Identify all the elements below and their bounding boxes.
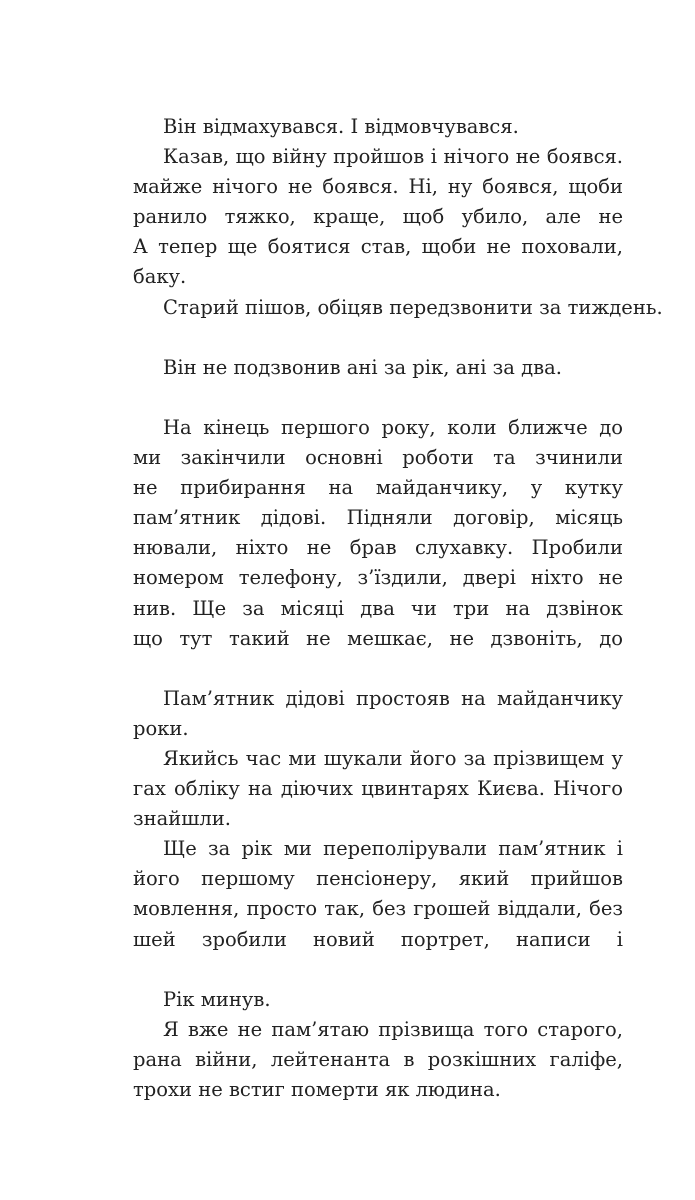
text-line: що тут такий не мешкає, не дзвоніть, до (133, 626, 623, 650)
text-line: нив. Ще за місяці два чи три на дзвінок (133, 596, 623, 620)
text-line: роки. (133, 716, 189, 740)
body-text (133, 112, 663, 1105)
text-line: Рік минув. (163, 987, 271, 1011)
text-line: не прибирання на майданчику, у кутку (133, 476, 623, 500)
text-line: ранило тяжко, краще, щоб убило, але не (133, 205, 623, 229)
text-line: номером телефону, з’їздили, двері ніхто не (133, 566, 623, 590)
text-line: На кінець першого року, коли ближче до (163, 415, 623, 439)
text-line: Він не подзвонив ані за рік, ані за два. (163, 355, 562, 379)
text-line: гах обліку на діючих цвинтарях Києва. Нічого (133, 777, 623, 801)
blank-line (133, 323, 623, 353)
text-line: Якийсь час ми шукали його за прізвищем у (163, 746, 623, 770)
text-line: Старий пішов, обіцяв передзвонити за тиждень. (163, 295, 663, 319)
text-line: рана війни, лейтенанта в розкішних галіфе, (133, 1047, 623, 1071)
text-line: А тепер ще боятися став, щоби не поховали, (133, 235, 623, 259)
blank-line (133, 955, 623, 985)
text-line: баку. (133, 265, 187, 289)
blank-line (133, 654, 623, 684)
blank-line (133, 383, 623, 413)
text-line: мовлення, просто так, без грошей віддали, без (133, 897, 623, 921)
text-line: Він відмахувався. І відмовчувався. (163, 115, 519, 138)
text-line: ми закінчили основні роботи та зчинили (133, 446, 623, 470)
text-line: Казав, що війну пройшов і нічого не боявся. (163, 145, 623, 169)
text-line: нювали, ніхто не брав слухавку. Пробили (133, 536, 623, 560)
text-line: Пам’ятник дідові простояв на майданчику (163, 686, 623, 710)
text-line: шей зробили новий портрет, написи і (133, 927, 623, 951)
text-line: майже нічого не боявся. Ні, ну боявся, щоби (133, 175, 623, 199)
text-line: Ще за рік ми переполірували пам’ятник і (163, 837, 623, 861)
text-line: пам’ятник дідові. Підняли договір, місяць (133, 506, 623, 530)
text-line: знайшли. (133, 807, 231, 831)
text-line: трохи не встиг померти як людина. (133, 1078, 501, 1101)
text-line: його першому пенсіонеру, який прийшов (133, 867, 623, 891)
text-line: Я вже не пам’ятаю прізвища того старого, (163, 1017, 623, 1041)
